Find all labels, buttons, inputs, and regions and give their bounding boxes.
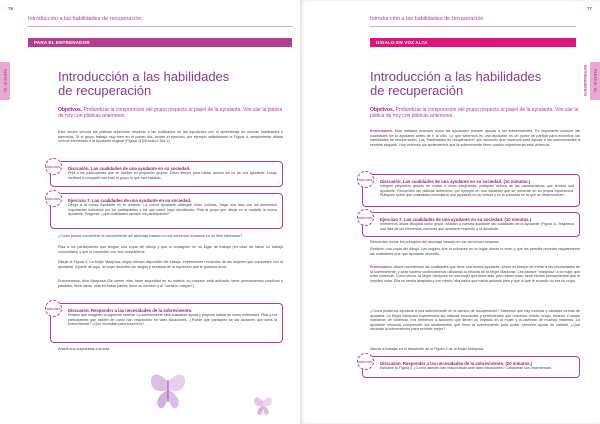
small-butterfly-icon xyxy=(252,394,274,418)
trainer-lead: Entrenadora. xyxy=(370,265,393,269)
paragraph-4: Vamos a trabajar en el desarrollo de la Figura 4 de la Mujer Mariposa. xyxy=(370,347,485,351)
objectives-label: Objetivos. xyxy=(58,107,83,113)
discussion-box-1 xyxy=(46,161,283,187)
reminder-line-1: Recuerden incluir los principios del abordaje basado en los derechos humanos. xyxy=(370,240,500,244)
dialogue-icon: DIÁLOGO xyxy=(357,171,374,188)
running-head: Introducción a las habilidades de recuperación xyxy=(370,16,484,22)
right-page xyxy=(300,0,600,424)
exercise-box-1 xyxy=(46,193,283,229)
objectives-text: Profundizar la comprensión del grupo respecto al papel de la ayudante. Vincular la plática de hoy con pláticas anteriores. xyxy=(58,107,283,119)
trainer-lead: Entrenadora. xyxy=(370,129,393,133)
dialogue-icon: DIÁLOGO xyxy=(45,300,62,317)
box-title: Discusión. Las cualidades de una ayudante en su sociedad. (10 minutos.) xyxy=(380,179,531,184)
box-title: Ejercicio 7. Las cualidades de una ayudante en su sociedad. xyxy=(68,198,192,203)
side-tab: PARTE III · EL xyxy=(0,62,10,100)
divider xyxy=(28,26,292,27)
closing-line: Añada sus respuestas a la lista. xyxy=(58,347,111,351)
objectives xyxy=(58,107,283,119)
discussion-box-2 xyxy=(46,303,283,343)
objectives-text: Profundizar la comprensión del grupo respecto al papel de la ayudante. Vincular la plática de hoy con pláticas anteriores. xyxy=(370,107,579,119)
dialogue-icon: DIÁLOGO xyxy=(357,353,374,370)
exercise-box-1 xyxy=(358,212,580,237)
discussion-box-1 xyxy=(358,174,580,207)
discussion-box-2 xyxy=(358,356,580,378)
objectives xyxy=(370,107,580,119)
page-number: 77 xyxy=(586,6,592,11)
box-body: Intentemos ahora dibujarla como grupo. Añadan a nuestra ayudante las cualidades de la Ayudante (Figura 1). Hagamos una lista de los elementos comunes que aportaron respecto a la ayudante. xyxy=(380,222,574,231)
title-line-2: de recuperación xyxy=(370,83,464,98)
box-body: Pida a los participantes que se dividan en pequeños grupos. Déles tiempo para hablar acerca del rol de una ayudante. Luego invítelos a compartir con todo el grupo lo que han hablado. xyxy=(68,171,277,180)
box-body: Dibuje a la nueva Ayudante en el rotafolio. La nueva Ayudante distingue entre culturas. Haga una lista con los elementos importantes indicados por los participantes y los que usted haya identificado. Pida al grupo que dibuje en el rotafolio la nueva ayudante. Pregunte: ¿qué cualidades aportan los participantes? xyxy=(68,203,277,217)
exercise-icon: DIÁLOGO xyxy=(45,190,62,207)
running-head: Introducción a las habilidades de recuperación xyxy=(28,16,142,22)
divider xyxy=(370,26,576,27)
section-band: DÍGALO EN VOZ ALTA xyxy=(370,38,576,47)
box-title: Discusión. Responder a las necesidades de la sobreviviente. (20 minutos.) xyxy=(380,361,533,366)
intro-paragraph: Este sesión vincula las pláticas anteriores respecto a las cualidades de las ayudantes con el aprendizaje de nuevas habilidades y ejercicios. Si el grupo trabajó muy bien en el primer día, acorte el ejercicio, por ejemplo salteándose la Figura 4, simplemente añada nuevos elementos a la Ayudante original (Figura 1) (Modulo 4 Día 1). xyxy=(58,130,283,144)
side-tab: PARTE III · EL ENTRENAMIENTO xyxy=(590,62,600,100)
title-line-2: de recuperación xyxy=(58,83,152,98)
paragraph-3: ¿Cómo podemos ayudarla a una sobreviviente en el camino de recuperación? Sabemos que hay muchas y variadas formas de ayudarla. La Mujer Mariposa experimenta las mismas emociones y sentimientos que nosotras: miedo, enojo, tristeza. Cuando hablamos de violencia, nos referimos a acciones que tienen un impacto en la mujer y la lastiman de muchas maneras. La ayudante necesita comprender los sentimientos que tiene la sobreviviente para poder ofrecerle ayuda de calidad. ¿Qué necesita la sobreviviente para sentirse mejor? xyxy=(370,309,580,332)
objectives-label: Objetivos. xyxy=(370,107,395,113)
question-1: ¿Cómo puede convertirse el conocimiento del abordaje basado en los derechos humanos en un libre fabricante? xyxy=(58,234,243,238)
reminder-line-2: Realicen una copia del dibujo. Les sugiero que lo coloquen en un lugar donde lo vean y que les permita recordar regularmente las cualidades que una ayudante necesita. xyxy=(370,247,580,256)
question-2: Pida a los participantes que tengan una copia del dibujo y que lo consignen en su lugar de trabajo (en caso de hacer un trabajo comunitario) y que lo comenten con sus compañeros. xyxy=(58,245,283,254)
trainer-paragraph-1 xyxy=(370,129,580,147)
box-body: Estudien la Figura 4. ¿Cómo ustedes han reaccionado ante tales situaciones? Compartan sus experiencias. xyxy=(380,366,552,371)
trainer-text: Ahora recordemos las cualidades que tiene una buena ayudante. Ahora es tiempo de entrar a las necesidades de la sobreviviente, y para hacerlo continuaremos utilizando la historia de la Mujer Mariposa. Les llamaré "mariposa" a la mujer que sufre violencia. Como vimos, la Mujer Mariposa es una mujer que tiene alas, pero están rotas; tiene ciertos pensamientos que le impiden volar. Ella se sentía atrapada y con miedo; ella sabía que había actuado bien y que lo que le sucedió no era su culpa. xyxy=(370,265,580,283)
butterfly-icon xyxy=(148,368,188,414)
page-number: 76 xyxy=(8,6,14,11)
section-band: PARA EL ENTRENADOR xyxy=(28,38,292,47)
paragraph-1: Dibuje la Figura 4, La Mujer Mariposa, según tiempo disponible del trabajo, experimente recuerdos de las mujeres que comparten con la ayudante. A partir de aquí, la mujer describe los rasgos y sentidos de la expresión que le gustaría tener. xyxy=(58,260,283,269)
box-body: Pídales que imaginen la siguiente escena: La sobreviviente está buscando ayuda y propone hablar de cómo enfrentarla. Pida a los participantes que hablen de cómo han respondido en tales situaciones. ¿Puede que participen de las acciones que toma la sobreviviente? ¿Qué necesitan para sobrevivir? xyxy=(68,313,277,327)
box-title: Ejercicio 7. Las cualidades de una ayudante en su sociedad. (10 minutos.) xyxy=(380,217,532,222)
trainer-text: Esta mañana veremos cómo las ayudantes pueden ayudar a las sobrevivientes. Es importante conocer las cualidades de la ayudante antes de ir al sitio. Lo que sabemos es una ayudante es un punto de partida para encontrar las habilidades de recuperación. Las "habilidades de recuperación" son acciones que hacemos para ayudar a las sobrevivientes a sentirse seguras. Hoy veremos los sentimientos que la sobreviviente tiene cuando experimenta esta violencia. xyxy=(370,129,580,147)
page-title xyxy=(58,70,288,98)
box-body: Integren pequeños grupos de cuatro o cinco integrantes, platiquen acerca de las características que tendría una ayudante. Recuerden las pláticas anteriores, por ejemplo en una situación que se presente en su propia experiencia. Platiquen sobre qué cualidades necesitaría una ayudante en su cultura y en la sociedad en la que se desenvuelven. xyxy=(380,184,574,198)
dialogue-icon: DIÁLOGO xyxy=(45,158,62,175)
exercise-icon: DIÁLOGO xyxy=(357,209,374,226)
page-title xyxy=(370,70,580,98)
box-title: Discusión. Responder a las necesidades de la sobreviviente. xyxy=(68,308,193,313)
title-line-1: Introducción a las habilidades xyxy=(370,69,542,84)
paragraph-2: Encontramos, dice Mariposa (Se siente más, tiene seguridad en su interior, su corazón está activado; tiene pensamientos positivos y pasados, tiene ideas, está en todas partes, tiene su corazón y el "corazón mágico"). xyxy=(58,279,283,288)
box-title: Discusión. Las cualidades de una ayudante en su sociedad. xyxy=(68,166,191,171)
title-line-1: Introducción a las habilidades xyxy=(58,69,230,84)
trainer-paragraph-2 xyxy=(370,265,580,283)
